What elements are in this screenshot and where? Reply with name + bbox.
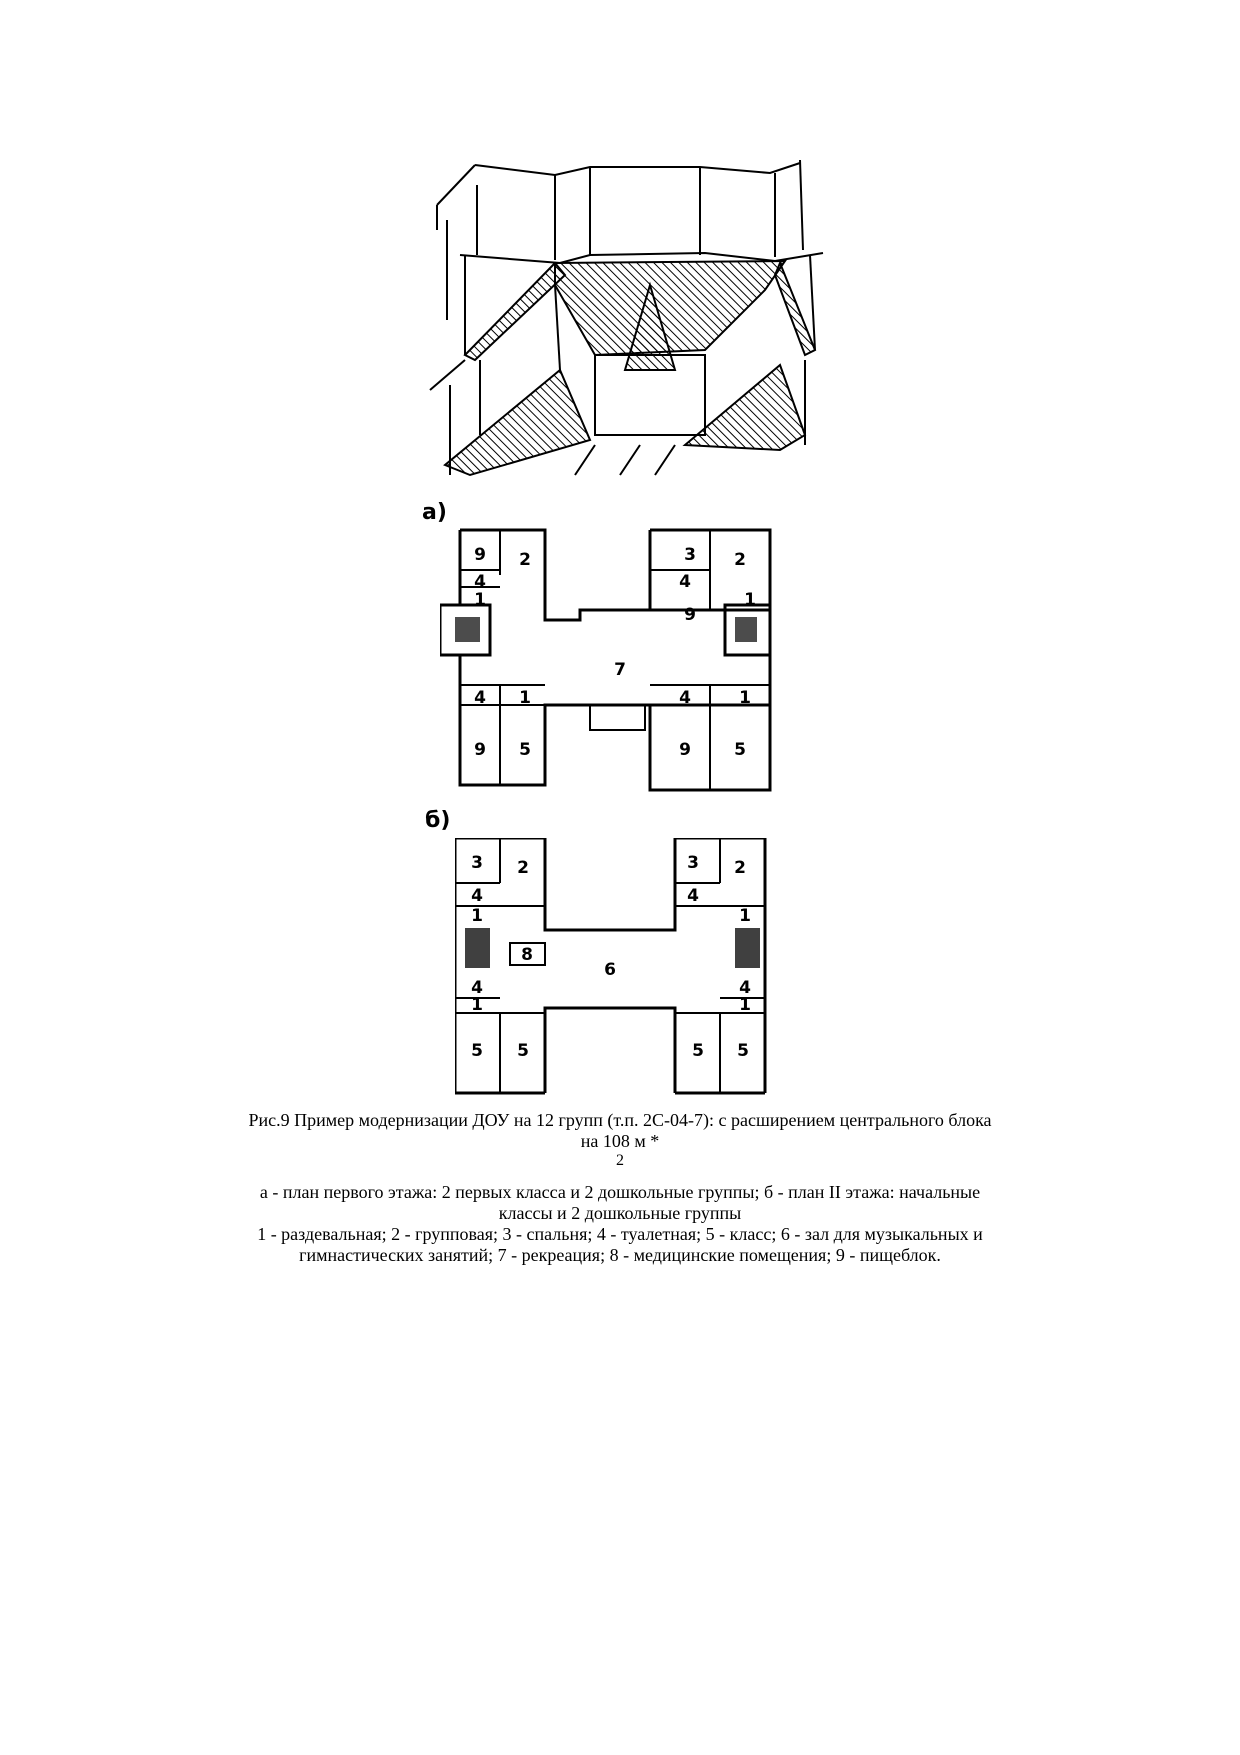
axonometric-svg bbox=[425, 145, 825, 485]
floor-plan-b bbox=[455, 838, 775, 1098]
svg-text:4: 4 bbox=[739, 978, 751, 998]
svg-text:1: 1 bbox=[471, 995, 483, 1015]
svg-text:1: 1 bbox=[744, 590, 756, 610]
svg-text:5: 5 bbox=[734, 740, 746, 760]
svg-text:3: 3 bbox=[684, 545, 696, 565]
svg-text:4: 4 bbox=[474, 572, 486, 592]
svg-text:1: 1 bbox=[739, 995, 751, 1015]
caption-superscript: 2 bbox=[616, 1152, 624, 1169]
svg-text:2: 2 bbox=[734, 858, 746, 878]
plan-b-label: б) bbox=[425, 808, 451, 833]
svg-text:8: 8 bbox=[521, 945, 533, 965]
svg-text:1: 1 bbox=[471, 906, 483, 926]
svg-text:4: 4 bbox=[679, 688, 691, 708]
caption-legend-line2: гимнастических занятий; 7 - рекреация; 8 - медицинские помещения; 9 - пищеблок. bbox=[299, 1245, 941, 1265]
svg-text:9: 9 bbox=[679, 740, 691, 760]
svg-text:5: 5 bbox=[737, 1041, 749, 1061]
caption-subtitle-line2: классы и 2 дошкольные группы bbox=[498, 1203, 742, 1223]
svg-text:5: 5 bbox=[692, 1041, 704, 1061]
svg-text:4: 4 bbox=[471, 978, 483, 998]
svg-text:2: 2 bbox=[517, 858, 529, 878]
caption-title-line1: Рис.9 Пример модернизации ДОУ на 12 групп (т.п. 2С-04-7): с расширением центрального блока bbox=[248, 1110, 992, 1130]
figure-caption bbox=[160, 1110, 1080, 1266]
svg-text:1: 1 bbox=[739, 688, 751, 708]
plan-a-label: а) bbox=[422, 500, 447, 525]
svg-text:4: 4 bbox=[474, 688, 486, 708]
svg-text:4: 4 bbox=[471, 886, 483, 906]
axonometric-drawing bbox=[425, 145, 825, 485]
caption-title-line2: на 108 м * bbox=[580, 1131, 660, 1151]
caption-legend-line1: 1 - раздевальная; 2 - групповая; 3 - спальня; 4 - туалетная; 5 - класс; 6 - зал для музыкальных и bbox=[257, 1224, 983, 1244]
svg-text:4: 4 bbox=[679, 572, 691, 592]
svg-text:1: 1 bbox=[739, 906, 751, 926]
svg-text:3: 3 bbox=[471, 853, 483, 873]
floor-plan-a bbox=[440, 525, 780, 795]
caption-subtitle-line1: а - план первого этажа: 2 первых класса и 2 дошкольные группы; б - план II этажа: начальные bbox=[259, 1182, 981, 1202]
svg-text:7: 7 bbox=[614, 660, 626, 680]
svg-text:6: 6 bbox=[604, 960, 616, 980]
svg-text:3: 3 bbox=[687, 853, 699, 873]
svg-text:5: 5 bbox=[471, 1041, 483, 1061]
svg-text:9: 9 bbox=[684, 605, 696, 625]
svg-text:1: 1 bbox=[474, 590, 486, 610]
svg-text:2: 2 bbox=[519, 550, 531, 570]
svg-text:9: 9 bbox=[474, 740, 486, 760]
svg-text:5: 5 bbox=[519, 740, 531, 760]
svg-text:5: 5 bbox=[517, 1041, 529, 1061]
svg-text:1: 1 bbox=[519, 688, 531, 708]
svg-text:9: 9 bbox=[474, 545, 486, 565]
svg-text:4: 4 bbox=[687, 886, 699, 906]
svg-text:2: 2 bbox=[734, 550, 746, 570]
